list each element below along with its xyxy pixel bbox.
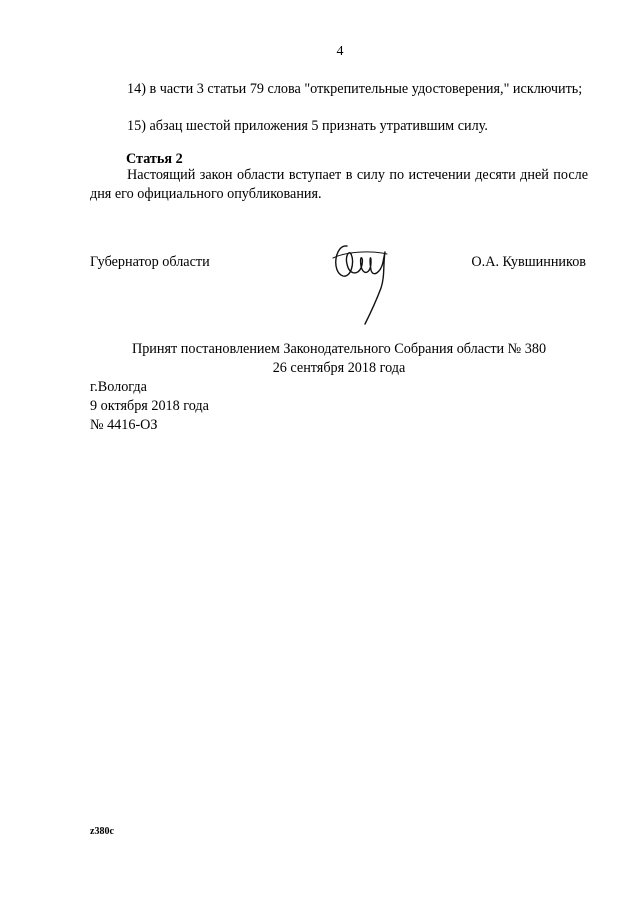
handwritten-signature xyxy=(325,232,405,328)
list-item-15: 15) абзац шестой приложения 5 признать утратившим силу. xyxy=(127,118,488,134)
signatory-name: О.А. Кувшинников xyxy=(471,254,586,270)
adoption-statement xyxy=(90,340,588,378)
article-title: Статья 2 xyxy=(126,151,183,167)
law-date: 9 октября 2018 года xyxy=(90,398,209,414)
law-number: № 4416-ОЗ xyxy=(90,417,158,433)
city: г.Вологда xyxy=(90,379,147,395)
list-item-14: 14) в части 3 статьи 79 слова "открепительные удостоверения," исключить; xyxy=(127,81,583,97)
page-number: 4 xyxy=(336,44,344,59)
article-text: Настоящий закон области вступает в силу по истечении десяти дней после дня его официального опубликования. xyxy=(90,167,588,202)
footer-code: z380c xyxy=(90,826,114,837)
place-date-block xyxy=(90,378,209,435)
signatory-position: Губернатор области xyxy=(90,254,210,270)
adoption-line-1: Принят постановлением Законодательного Собрания области № 380 xyxy=(131,341,547,357)
adoption-line-2: 26 сентября 2018 года xyxy=(272,360,406,376)
